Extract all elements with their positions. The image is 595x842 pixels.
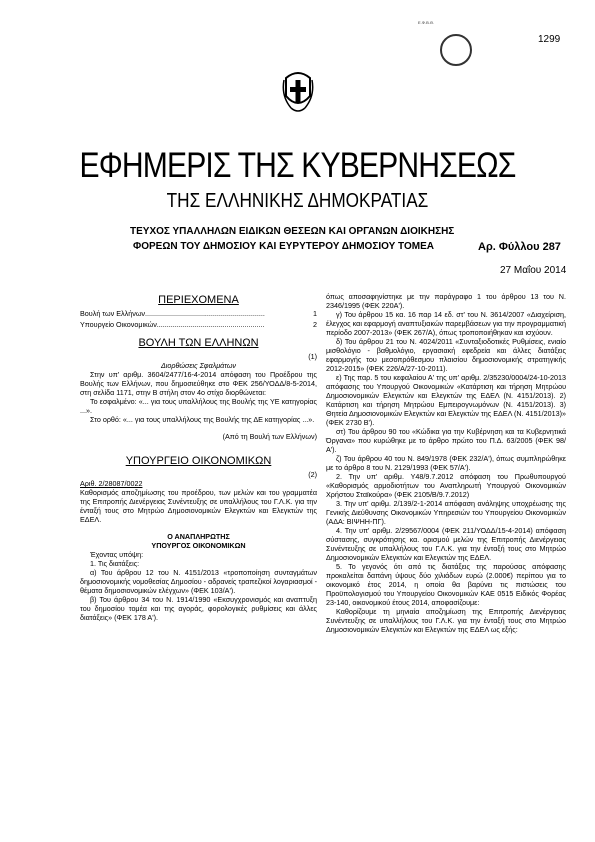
paragraph: Καθορίζουμε τη μηνιαία αποζημίωση της Επιτροπής Διενέργειας Συνέντευξης σε υπαλλήλους του Γ.Λ.Κ. για την ένταξή τους στο Μητρώο Δημοσιονομικών Ελεγκτών και Ελεγκτών της ΕΔΕΛ ως εξής:	[326, 607, 566, 634]
paragraph: 1. Τις διατάξεις:	[90, 559, 140, 568]
greek-coat-of-arms-icon	[281, 66, 315, 116]
section-number: (2)	[308, 470, 317, 479]
section-heading-parliament: ΒΟΥΛΗ ΤΩΝ ΕΛΛΗΝΩΝ	[138, 337, 259, 349]
issue-line-2: ΦΟΡΕΩΝ ΤΟΥ ΔΗΜΟΣΙΟΥ ΚΑΙ ΕΥΡΥΤΕΡΟΥ ΔΗΜΟΣΙΟΥ ΤΟΜΕΑ	[133, 241, 434, 252]
paragraph: στ) Του άρθρου 90 του «Κώδικα για την Κυβέρνηση και τα Κυβερνητικά Όργανα» που κυρώθηκε με το άρθρο πρώτο του Π.Δ. 63/2005 (ΦΕΚ 98/Α').	[326, 427, 566, 454]
section-heading-finance: ΥΠΟΥΡΓΕΙΟ ΟΙΚΟΝΟΜΙΚΩΝ	[125, 455, 272, 467]
sheet-number: Αρ. Φύλλου 287	[478, 241, 561, 253]
paragraph: 2. Την υπ' αριθμ. Υ48/9.7.2012 απόφαση του Πρωθυπουργού «Καθορισμός αρμοδιοτήτων του Αναπληρωτή Υπουργού Οικονομικών Χρήστου Σταϊκούρα» (ΦΕΚ 2105/Β/9.7.2012)	[326, 472, 566, 499]
paragraph: 5. Το γεγονός ότι από τις διατάξεις της παρούσας απόφασης προκαλείται δαπάνη ύψους δύο χιλιάδων ευρώ (2.000€) περίπου για το οικονομικό έτος 2014, η οποία θα βαρύνει τις πιστώσεις του Προϋπολογισμού του Υπουργείου Οικονομικών ΚΑΕ 0515 Ειδικός Φορέας 23-140, οικονομικού έτους 2014, αποφασίζουμε:	[326, 562, 566, 607]
page-number: 1299	[538, 34, 561, 45]
paragraph: Έχοντας υπόψη:	[90, 550, 144, 559]
paragraph: Στην υπ' αριθμ. 3604/2477/16-4-2014 απόφαση του Προέδρου της Βουλής των Ελλήνων, που δημοσιεύθηκε στο ΦΕΚ 256/ΥΟΔΔ/8-5-2014, στη σελίδα 1171, στην Β στήλη στον 4ο στίχο διορθώνεται:	[80, 370, 317, 397]
paragraph: ζ) Του άρθρου 40 του Ν. 849/1978 (ΦΕΚ 232/Α'), όπως συμπληρώθηκε με το άρθρο 8 του Ν. 2129/1993 (ΦΕΚ 57/Α').	[326, 454, 566, 472]
gazette-subtitle: ΤΗΣ ΕΛΛΗΝΙΚΗΣ ΔΗΜΟΚΡΑΤΙΑΣ	[166, 190, 429, 212]
minister-title-1: Ο ΑΝΑΠΛΗΡΩΤΗΣ	[167, 532, 230, 541]
stamp	[418, 20, 476, 72]
stamp-seal-icon	[440, 34, 472, 66]
left-column	[80, 292, 317, 622]
right-column	[326, 292, 566, 634]
issue-date: 27 Μαΐου 2014	[500, 265, 567, 276]
toc-item[interactable]	[80, 320, 317, 329]
paragraph: Το εσφαλμένο: «... για τους υπαλλήλους της Βουλής της ΥΕ κατηγορίας ...».	[80, 397, 317, 415]
minister-title-2: ΥΠΟΥΡΓΟΣ ΟΙΚΟΝΟΜΙΚΩΝ	[151, 541, 246, 550]
toc-heading: ΠΕΡΙΕΧΟΜΕΝΑ	[158, 294, 239, 306]
paragraph: Στο ορθό: «... για τους υπαλλήλους της Βουλής της ΔΕ κατηγορίας ...».	[90, 415, 315, 424]
toc-item-label: Υπουργείο Οικονομικών......................................................	[80, 320, 265, 329]
toc-item[interactable]	[80, 309, 317, 318]
decision-reference: Αριθ. 2/28087/0022	[80, 479, 143, 488]
decision-title: Καθορισμός αποζημίωσης του προέδρου, των μελών και του γραμματέα της Επιτροπής Διενέργειας Συνέντευξης σε υπαλλήλους του Γ.Λ.Κ. για την ένταξή τους στο Μητρώο Δημοσιονομικών Ελεγκτών και Ελεγκτών της ΕΔΕΛ.	[80, 488, 317, 524]
toc-item-page: 2	[313, 320, 317, 329]
issue-line-1: ΤΕΥΧΟΣ ΥΠΑΛΛΗΛΩΝ ΕΙΔΙΚΩΝ ΘΕΣΕΩΝ ΚΑΙ ΟΡΓΑΝΩΝ ΔΙΟΙΚΗΣΗΣ	[130, 226, 455, 237]
section-subtitle: Διορθώσεις Σφαλμάτων	[160, 361, 237, 370]
section-number: (1)	[308, 352, 317, 361]
gazette-title: ΕΦΗΜΕΡΙΣ ΤΗΣ ΚΥΒΕΡΝΗΣΕΩΣ	[79, 146, 516, 185]
toc-item-page: 1	[313, 309, 317, 318]
paragraph: δ) Του άρθρου 21 του Ν. 4024/2011 «Συνταξιοδοτικές Ρυθμίσεις, ενιαίο μισθολόγιο - βαθμολόγιο, εργασιακή εφεδρεία και άλλες διατάξεις εφαρμογής του μεσοπρόθεσμου πλαισίου δημοσιονομικής στρατηγικής 2012-2015» (ΦΕΚ 226/Α/27-10-2011).	[326, 337, 566, 373]
toc-item-label: Βουλή των Ελλήνων............................................................	[80, 309, 265, 318]
paragraph: 4. Την υπ' αριθμ. 2/29567/0004 (ΦΕΚ 211/ΥΟΔΔ/15-4-2014) απόφαση σύστασης, συγκρότησης κα. ορισμού μελών της Επιτροπής Διενέργειας Συνέντευξης σε υπαλλήλους του Γ.Λ.Κ. για την ένταξή τους στο Μητρώο Δημοσιονομικών Ελεγκτών και Ελεγκτών της ΕΔΕΛ.	[326, 526, 566, 562]
paragraph: 3. Την υπ' αριθμ. 2/139/2-1-2014 απόφαση ανάληψης υποχρέωσης της Γενικής Διεύθυνσης Οικονομικών Υπηρεσιών του Υπουργείου Οικονομικών (ΑΔΑ: ΒΙΨΗΗ-ΠΓ).	[326, 499, 566, 526]
paragraph: β) Του άρθρου 34 του Ν. 1914/1990 «Εκσυγχρονισμός και αναπτυξη του δημοσίου τομέα και της αγοράς, φορολογικές ρυθμίσεις και άλλες διατάξεις» (ΦΕΚ 178 Α').	[80, 595, 317, 622]
source-note: (Από τη Βουλή των Ελλήνων)	[222, 432, 317, 441]
paragraph: α) Του άρθρου 12 του Ν. 4151/2013 «τροποποίηση συνταγμάτων δημοσιονομικής νομοθεσίας Δημοσίου - αδρανείς τραπεζικοί λογαριασμοί - θέματα δημοσιονομικών ελέγχων» (ΦΕΚ 103/Α').	[80, 568, 317, 595]
stamp-text: Ε.Φ.Β.Θ.	[418, 20, 435, 25]
paragraph: ε) Της παρ. 5 του κεφαλαίου Α' της υπ' αριθμ. 2/35230/0004/24-10-2013 απόφασης του Υπουργού Οικονομικών «Κατάρτιση και τήρηση Μητρώου Δημοσιονομικών Ελεγκτών και Ελεγκτών της ΕΔΕΛ (Ν. 4151/2013). 2) Κατάρτιση και τήρηση Μητρώου Εμπειρογνωμόνων (Ν. 4151/2013). 3) Θητεία Δημοσιονομικών Ελεγκτών και Ελεγκτών της ΕΔΕΛ (Ν. 4151/2013)» (ΦΕΚ 2730 Β').	[326, 373, 566, 427]
paragraph: όπως αποσαφηνίστηκε με την παράγραφο 1 του άρθρου 13 του Ν. 2346/1995 (ΦΕΚ 220Α').	[326, 292, 566, 310]
paragraph: γ) Του άρθρου 15 κα. 16 παρ 14 εδ. στ' του Ν. 3614/2007 «Διαχείριση, έλεγχος και εφαρμογή αναπτυξιακών παρεμβάσεων για την προγραμματική περίοδο 2007-2013» (ΦΕΚ 267/Α), όπως τροποποιήθηκαν και ισχύουν.	[326, 310, 566, 337]
